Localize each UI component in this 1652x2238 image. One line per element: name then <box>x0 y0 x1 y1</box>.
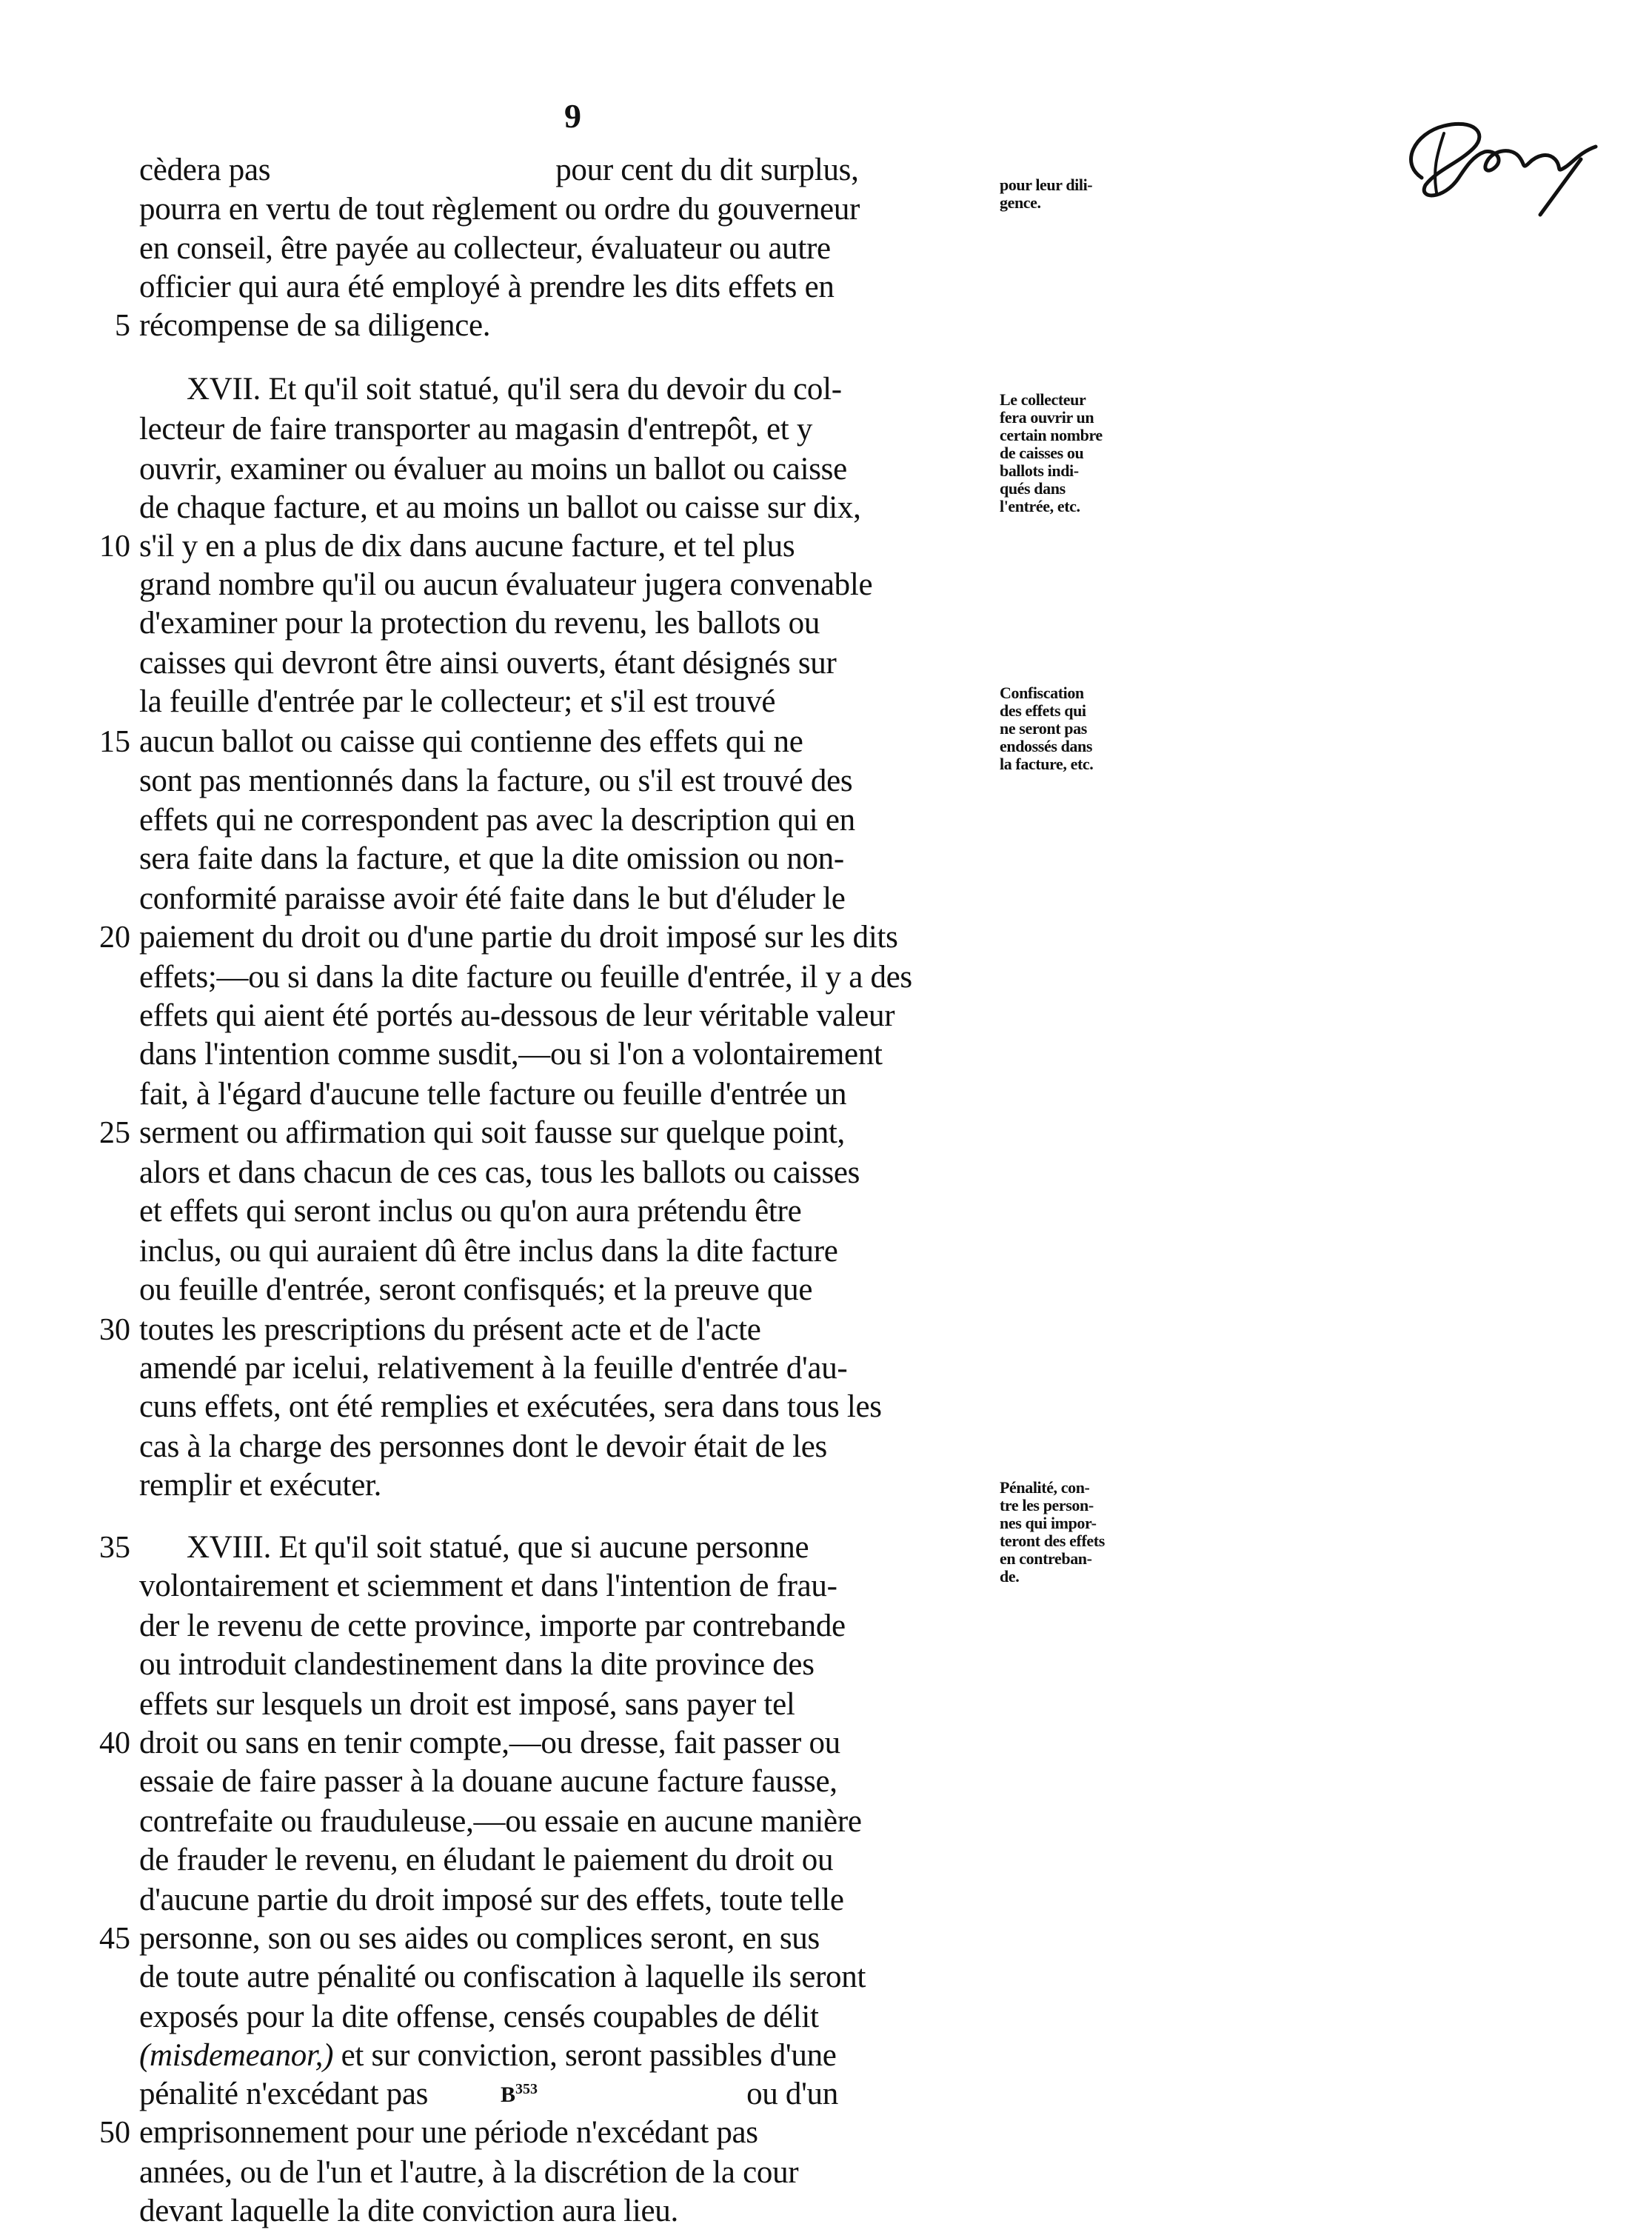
margin-note-line: gence. <box>1000 193 1041 212</box>
text-line <box>139 2074 991 2115</box>
text-segment: pour cent du dit surplus, <box>555 153 859 187</box>
text-line <box>139 1761 991 1803</box>
text-line <box>139 1191 991 1232</box>
line-number: 30 <box>99 1313 130 1347</box>
margin-note-line: la facture, etc. <box>1000 755 1094 773</box>
text-content: amendé par icelui, relativement à la feuille d'entrée d'au- <box>139 1351 848 1386</box>
text-line <box>139 761 991 802</box>
text-content: exposés pour la dite offense, censés coupables de délit <box>139 2000 819 2034</box>
text-content: alors et dans chacun de ces cas, tous les ballots ou caisses <box>139 1155 860 1190</box>
text-line <box>139 150 991 191</box>
text-line <box>139 957 991 998</box>
text-content: effets qui ne correspondent pas avec la description qui en <box>139 803 855 838</box>
text-line <box>139 228 991 270</box>
margin-note-line: de caisses ou <box>1000 444 1084 462</box>
text-line <box>139 487 991 529</box>
line-number: 35 <box>99 1531 130 1565</box>
text-content: personne, son ou ses aides ou complices seront, en sus <box>139 1921 820 1956</box>
line-number: 10 <box>99 530 130 564</box>
margin-note-line: certain nombre <box>1000 426 1103 444</box>
text-line <box>139 721 991 763</box>
line-number: 5 <box>115 309 130 343</box>
margin-note-line: l'entrée, etc. <box>1000 497 1080 515</box>
text-content: ou introduit clandestinement dans la dite province des <box>139 1647 815 1682</box>
text-content: caisses qui devront être ainsi ouverts, étant désignés sur <box>139 646 837 681</box>
text-content: inclus, ou qui auraient dû être inclus dans la dite facture <box>139 1234 838 1269</box>
margin-note <box>1000 684 1170 773</box>
text-content: volontairement et sciemment et dans l'intention de frau- <box>139 1569 837 1603</box>
text-line <box>139 1997 991 2038</box>
text-line <box>139 2191 991 2232</box>
text-content: de chaque facture, et au moins un ballot ou caisse sur dix, <box>139 490 861 525</box>
italic-term: (misdemeanor,) <box>139 2038 334 2073</box>
line-number: 40 <box>99 1726 130 1760</box>
text-line <box>139 449 991 490</box>
text-line <box>139 189 991 230</box>
text-line <box>139 1465 991 1506</box>
text-line <box>139 1309 991 1351</box>
text-content: grand nombre qu'il ou aucun évaluateur jugera convenable <box>139 567 873 602</box>
margin-note-line: pour leur dili- <box>1000 176 1093 194</box>
margin-note-line: nes qui impor- <box>1000 1514 1097 1532</box>
signature-mark <box>501 2081 538 2108</box>
text-line <box>139 305 991 347</box>
text-content: pourra en vertu de tout règlement ou ordre du gouverneur <box>139 192 860 227</box>
margin-note <box>1000 1479 1170 1586</box>
text-content: cas à la charge des personnes dont le devoir était de les <box>139 1429 827 1464</box>
text-line <box>139 1840 991 1881</box>
text-line <box>139 564 991 606</box>
text-line <box>187 369 991 410</box>
text-content: d'aucune partie du droit imposé sur des effets, toute telle <box>139 1883 844 1917</box>
text-line <box>139 2152 991 2194</box>
text-content: toutes les prescriptions du présent acte et de l'acte <box>139 1312 761 1347</box>
line-number: 20 <box>99 921 130 955</box>
line-number: 25 <box>99 1116 130 1150</box>
handwritten-signature-icon <box>1392 89 1614 222</box>
text-line <box>139 643 991 684</box>
text-line <box>139 1348 991 1389</box>
text-segment: cèdera pas <box>139 153 271 187</box>
text-line <box>139 2035 991 2077</box>
text-line <box>139 878 991 920</box>
text-content: et sur conviction, seront passibles d'une <box>333 2038 837 2073</box>
text-content: sont pas mentionnés dans la facture, ou s'il est trouvé des <box>139 764 853 798</box>
text-line <box>139 267 991 308</box>
text-content: et effets qui seront inclus ou qu'on aura prétendu être <box>139 1194 802 1229</box>
text-content: contrefaite ou frauduleuse,—ou essaie en aucune manière <box>139 1804 862 1839</box>
text-content: emprisonnement pour une période n'excédant pas <box>139 2115 758 2150</box>
text-line <box>139 1386 991 1428</box>
text-content: s'il y en a plus de dix dans aucune facture, et tel plus <box>139 529 795 564</box>
text-content: en conseil, être payée au collecteur, évaluateur ou autre <box>139 231 831 266</box>
text-line <box>139 1684 991 1726</box>
text-content: ou feuille d'entrée, seront confisqués; et la preuve que <box>139 1272 813 1307</box>
margin-note-line: endossés dans <box>1000 737 1093 755</box>
page-number: 9 <box>564 97 581 135</box>
margin-note-line: teront des effets <box>1000 1531 1105 1550</box>
margin-note <box>1000 391 1170 515</box>
text-content: droit ou sans en tenir compte,—ou dresse, fait passer ou <box>139 1726 840 1760</box>
line-number: 50 <box>99 2116 130 2150</box>
margin-note-line: Confiscation <box>1000 684 1084 702</box>
text-content: remplir et exécuter. <box>139 1468 382 1503</box>
text-line <box>139 1880 991 1921</box>
text-line <box>139 526 991 567</box>
text-line <box>139 995 991 1037</box>
margin-note-line: ne seront pas <box>1000 719 1087 738</box>
text-content: XVII. Et qu'il soit statué, qu'il sera du devoir du col- <box>187 372 842 407</box>
text-content: de toute autre pénalité ou confiscation à laquelle ils seront <box>139 1960 866 1994</box>
margin-note-line: des effets qui <box>1000 701 1086 720</box>
text-content: la feuille d'entrée par le collecteur; et s'il est trouvé <box>139 684 776 719</box>
text-content: XVIII. Et qu'il soit statué, que si aucune personne <box>187 1530 809 1565</box>
text-line <box>139 1566 991 1607</box>
text-line <box>139 681 991 723</box>
margin-note-line: ballots indi- <box>1000 461 1079 480</box>
text-line <box>139 1918 991 1960</box>
text-line <box>139 917 991 958</box>
text-line <box>139 1426 991 1468</box>
text-line <box>139 1606 991 1647</box>
text-content: années, ou de l'un et l'autre, à la discrétion de la cour <box>139 2155 799 2190</box>
text-content: der le revenu de cette province, importe par contrebande <box>139 1609 846 1643</box>
text-content: dans l'intention comme susdit,—ou si l'on a volontairement <box>139 1037 883 1072</box>
text-content: de frauder le revenu, en éludant le paiement du droit ou <box>139 1843 834 1877</box>
text-line <box>187 1527 991 1569</box>
text-content: lecteur de faire transporter au magasin d'entrepôt, et y <box>139 412 813 447</box>
text-segment: ou d'un <box>746 2077 838 2111</box>
margin-note-line: de. <box>1000 1567 1020 1586</box>
signature-mark-letter: B <box>501 2082 516 2107</box>
text-line <box>139 1112 991 1154</box>
margin-note-line: fera ouvrir un <box>1000 408 1094 427</box>
text-line <box>139 1034 991 1075</box>
text-line <box>139 1957 991 1998</box>
margin-note-line: tre les person- <box>1000 1496 1094 1514</box>
text-line <box>139 1231 991 1272</box>
text-line <box>139 838 991 880</box>
margin-note-line: Pénalité, con- <box>1000 1478 1090 1497</box>
text-content: effets sur lesquels un droit est imposé, sans payer tel <box>139 1687 795 1722</box>
margin-note <box>1000 176 1170 212</box>
text-line <box>139 1644 991 1686</box>
text-content: serment ou affirmation qui soit fausse sur quelque point, <box>139 1115 846 1150</box>
text-content: cuns effets, ont été remplies et exécutées, sera dans tous les <box>139 1389 882 1424</box>
text-content: récompense de sa diligence. <box>139 308 491 343</box>
text-content: paiement du droit ou d'une partie du droit imposé sur les dits <box>139 920 898 955</box>
margin-note-line: en contreban- <box>1000 1549 1092 1568</box>
margin-note-line: qués dans <box>1000 479 1066 498</box>
text-line <box>139 1074 991 1115</box>
text-line <box>139 1723 991 1764</box>
text-line <box>139 603 991 644</box>
text-content: sera faite dans la facture, et que la dite omission ou non- <box>139 841 844 876</box>
text-content: effets;—ou si dans la dite facture ou feuille d'entrée, il y a des <box>139 960 912 995</box>
line-number: 15 <box>99 725 130 759</box>
text-line <box>139 1152 991 1194</box>
signature-mark-number: 353 <box>515 2081 538 2097</box>
text-segment: pénalité n'excédant pas <box>139 2077 429 2111</box>
margin-note-line: Le collecteur <box>1000 390 1086 409</box>
text-content: devant laquelle la dite conviction aura lieu. <box>139 2194 678 2228</box>
text-content: effets qui aient été portés au-dessous de leur véritable valeur <box>139 998 895 1033</box>
text-line <box>139 1269 991 1311</box>
text-content: fait, à l'égard d'aucune telle facture ou feuille d'entrée un <box>139 1077 847 1112</box>
text-content: d'examiner pour la protection du revenu, les ballots ou <box>139 606 820 641</box>
text-content: aucun ballot ou caisse qui contienne des effets qui ne <box>139 724 803 759</box>
text-line <box>139 409 991 450</box>
line-number: 45 <box>99 1922 130 1956</box>
text-line <box>139 800 991 841</box>
text-content: essaie de faire passer à la douane aucune facture fausse, <box>139 1764 837 1799</box>
text-content: officier qui aura été employé à prendre les dits effets en <box>139 270 835 304</box>
text-line <box>139 1801 991 1843</box>
text-content: conformité paraisse avoir été faite dans le but d'éluder le <box>139 881 846 916</box>
text-content: ouvrir, examiner ou évaluer au moins un ballot ou caisse <box>139 452 847 487</box>
text-line <box>139 2112 991 2154</box>
